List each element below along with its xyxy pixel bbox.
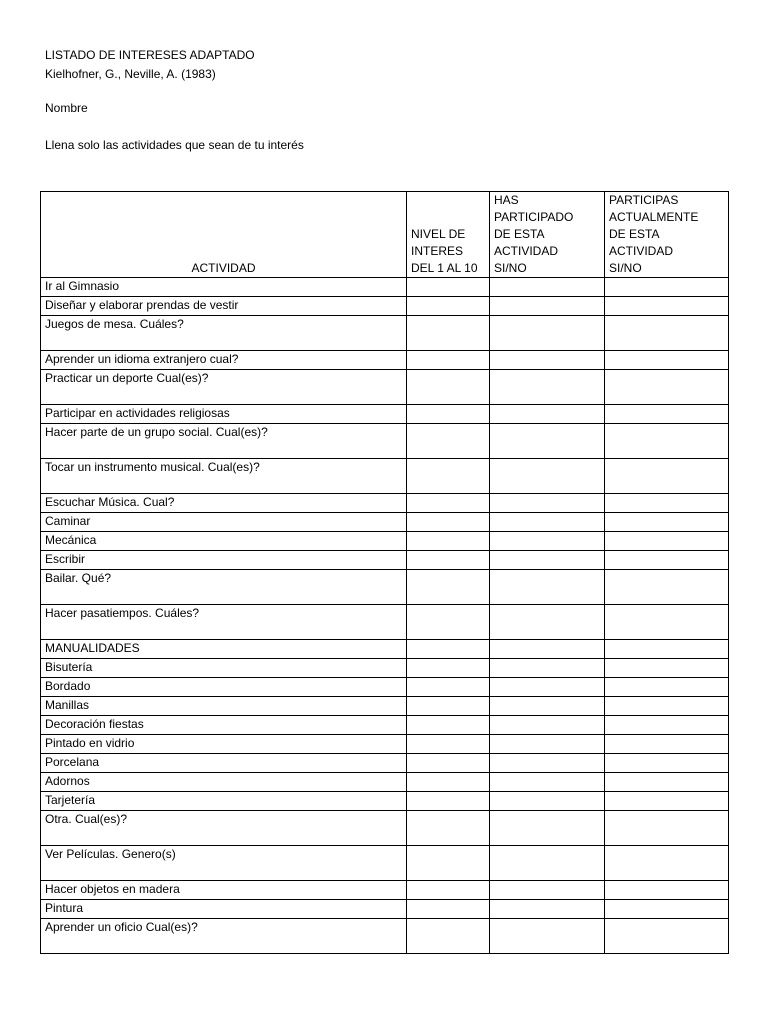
table-row [41, 297, 729, 316]
activity-cell: Tarjetería [41, 792, 407, 811]
interest-level-cell[interactable] [407, 370, 490, 405]
table-row [41, 513, 729, 532]
participated-cell[interactable] [490, 811, 605, 846]
participated-cell[interactable] [490, 351, 605, 370]
interest-level-cell[interactable] [407, 735, 490, 754]
activity-cell: Bisutería [41, 659, 407, 678]
participating-now-cell[interactable] [605, 494, 729, 513]
interest-level-cell[interactable] [407, 459, 490, 494]
activity-cell: Caminar [41, 513, 407, 532]
participated-cell[interactable] [490, 735, 605, 754]
table-row [41, 459, 729, 494]
participating-now-cell[interactable] [605, 405, 729, 424]
participating-now-cell[interactable] [605, 605, 729, 640]
interest-level-cell[interactable] [407, 278, 490, 297]
participating-now-cell[interactable] [605, 792, 729, 811]
activity-cell: Hacer objetos en madera [41, 881, 407, 900]
participated-cell[interactable] [490, 846, 605, 881]
table-row [41, 551, 729, 570]
participated-cell[interactable] [490, 278, 605, 297]
interest-level-cell[interactable] [407, 605, 490, 640]
activity-cell: Manillas [41, 697, 407, 716]
interest-level-cell[interactable] [407, 792, 490, 811]
activity-cell: Ir al Gimnasio [41, 278, 407, 297]
interest-table [40, 191, 729, 954]
activity-cell: Practicar un deporte Cual(es)? [41, 370, 407, 405]
header-participated: HAS PARTICIPADO DE ESTA ACTIVIDAD SI/NO [490, 192, 605, 278]
activity-cell: Bailar. Qué? [41, 570, 407, 605]
table-row [41, 405, 729, 424]
participating-now-cell[interactable] [605, 278, 729, 297]
activity-cell: Aprender un oficio Cual(es)? [41, 919, 407, 954]
participated-cell[interactable] [490, 881, 605, 900]
participating-now-cell[interactable] [605, 735, 729, 754]
interest-level-cell[interactable] [407, 846, 490, 881]
table-row [41, 735, 729, 754]
interest-level-cell[interactable] [407, 532, 490, 551]
header-interest-level: NIVEL DE INTERES DEL 1 AL 10 [407, 192, 490, 278]
interest-level-cell[interactable] [407, 754, 490, 773]
participated-cell[interactable] [490, 551, 605, 570]
activity-cell: Hacer parte de un grupo social. Cual(es)? [41, 424, 407, 459]
participating-now-cell[interactable] [605, 900, 729, 919]
activity-cell: Porcelana [41, 754, 407, 773]
table-row [41, 316, 729, 351]
participating-now-cell[interactable] [605, 297, 729, 316]
interest-level-cell[interactable] [407, 773, 490, 792]
table-header-row [41, 192, 729, 278]
participating-now-cell[interactable] [605, 754, 729, 773]
activity-cell: Escuchar Música. Cual? [41, 494, 407, 513]
activity-cell: Otra. Cual(es)? [41, 811, 407, 846]
instruction-text: Llena solo las actividades que sean de tu interés [45, 138, 304, 152]
table-row [41, 754, 729, 773]
participating-now-cell[interactable] [605, 919, 729, 954]
interest-level-cell[interactable] [407, 513, 490, 532]
activity-cell: MANUALIDADES [41, 640, 407, 659]
participating-now-cell[interactable] [605, 370, 729, 405]
activity-cell: Decoración fiestas [41, 716, 407, 735]
activity-cell: Adornos [41, 773, 407, 792]
table-row [41, 570, 729, 605]
table-row [41, 640, 729, 659]
participated-cell[interactable] [490, 697, 605, 716]
interest-level-cell[interactable] [407, 316, 490, 351]
participated-cell[interactable] [490, 494, 605, 513]
activity-cell: Bordado [41, 678, 407, 697]
participated-cell[interactable] [490, 900, 605, 919]
participated-cell[interactable] [490, 640, 605, 659]
interest-level-cell[interactable] [407, 716, 490, 735]
interest-level-cell[interactable] [407, 659, 490, 678]
header-participating-now: PARTICIPAS ACTUALMENTE DE ESTA ACTIVIDAD SI/NO [605, 192, 729, 278]
activity-cell: Mecánica [41, 532, 407, 551]
participating-now-cell[interactable] [605, 551, 729, 570]
participating-now-cell[interactable] [605, 459, 729, 494]
table-row [41, 494, 729, 513]
table-row [41, 678, 729, 697]
participating-now-cell[interactable] [605, 316, 729, 351]
table-row [41, 919, 729, 954]
participating-now-cell[interactable] [605, 716, 729, 735]
table-row [41, 351, 729, 370]
interest-level-cell[interactable] [407, 900, 490, 919]
interest-level-cell[interactable] [407, 640, 490, 659]
interest-level-cell[interactable] [407, 697, 490, 716]
participating-now-cell[interactable] [605, 513, 729, 532]
participated-cell[interactable] [490, 297, 605, 316]
document-title: LISTADO DE INTERESES ADAPTADO [45, 48, 255, 62]
interest-level-cell[interactable] [407, 494, 490, 513]
interest-level-cell[interactable] [407, 424, 490, 459]
participating-now-cell[interactable] [605, 570, 729, 605]
interest-level-cell[interactable] [407, 551, 490, 570]
activity-cell: Escribir [41, 551, 407, 570]
name-label: Nombre [45, 101, 88, 115]
participating-now-cell[interactable] [605, 811, 729, 846]
participated-cell[interactable] [490, 792, 605, 811]
table-row [41, 659, 729, 678]
table-row [41, 370, 729, 405]
participated-cell[interactable] [490, 424, 605, 459]
document-authors: Kielhofner, G., Neville, A. (1983) [45, 67, 216, 81]
interest-level-cell[interactable] [407, 570, 490, 605]
table-row [41, 278, 729, 297]
table-row [41, 716, 729, 735]
participating-now-cell[interactable] [605, 424, 729, 459]
participating-now-cell[interactable] [605, 678, 729, 697]
participating-now-cell[interactable] [605, 532, 729, 551]
header-activity: ACTIVIDAD [41, 192, 407, 278]
interest-level-cell[interactable] [407, 351, 490, 370]
participated-cell[interactable] [490, 459, 605, 494]
activity-cell: Pintado en vidrio [41, 735, 407, 754]
participating-now-cell[interactable] [605, 773, 729, 792]
participated-cell[interactable] [490, 919, 605, 954]
table-row [41, 424, 729, 459]
activity-cell: Ver Películas. Genero(s) [41, 846, 407, 881]
participated-cell[interactable] [490, 513, 605, 532]
participating-now-cell[interactable] [605, 881, 729, 900]
participated-cell[interactable] [490, 754, 605, 773]
interest-level-cell[interactable] [407, 811, 490, 846]
participated-cell[interactable] [490, 532, 605, 551]
table-row [41, 881, 729, 900]
table-row [41, 605, 729, 640]
activity-cell: Diseñar y elaborar prendas de vestir [41, 297, 407, 316]
participated-cell[interactable] [490, 570, 605, 605]
participated-cell[interactable] [490, 605, 605, 640]
table-row [41, 792, 729, 811]
interest-level-cell[interactable] [407, 881, 490, 900]
activity-cell: Hacer pasatiempos. Cuáles? [41, 605, 407, 640]
table-row [41, 846, 729, 881]
participating-now-cell[interactable] [605, 846, 729, 881]
activity-cell: Participar en actividades religiosas [41, 405, 407, 424]
participating-now-cell[interactable] [605, 351, 729, 370]
participating-now-cell[interactable] [605, 697, 729, 716]
interest-level-cell[interactable] [407, 919, 490, 954]
participated-cell[interactable] [490, 405, 605, 424]
table-row [41, 900, 729, 919]
table-body [41, 278, 729, 954]
participated-cell[interactable] [490, 678, 605, 697]
table-row [41, 773, 729, 792]
participating-now-cell[interactable] [605, 640, 729, 659]
participated-cell[interactable] [490, 370, 605, 405]
participated-cell[interactable] [490, 316, 605, 351]
activity-cell: Tocar un instrumento musical. Cual(es)? [41, 459, 407, 494]
participated-cell[interactable] [490, 773, 605, 792]
interest-level-cell[interactable] [407, 405, 490, 424]
activity-cell: Juegos de mesa. Cuáles? [41, 316, 407, 351]
activity-cell: Aprender un idioma extranjero cual? [41, 351, 407, 370]
table-row [41, 532, 729, 551]
table-row [41, 811, 729, 846]
activity-cell: Pintura [41, 900, 407, 919]
table-row [41, 697, 729, 716]
participating-now-cell[interactable] [605, 659, 729, 678]
participated-cell[interactable] [490, 659, 605, 678]
participated-cell[interactable] [490, 716, 605, 735]
interest-level-cell[interactable] [407, 297, 490, 316]
interest-level-cell[interactable] [407, 678, 490, 697]
